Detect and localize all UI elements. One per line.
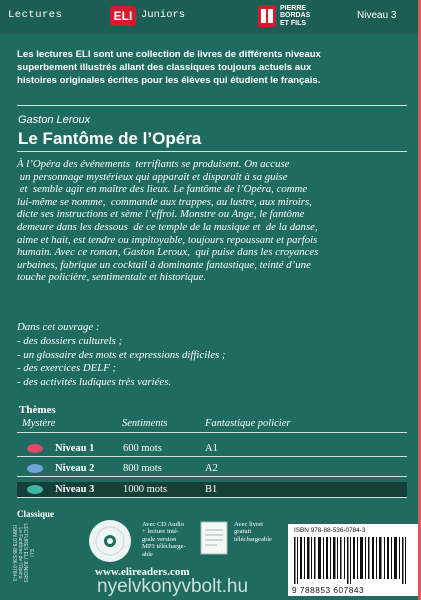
cd-line: grale version	[142, 535, 177, 543]
synopsis-line: un personnage mystérieux qui apparaît et disparaît à sa guise	[17, 170, 288, 183]
watermark: nyelvkonyvbolt.hu	[97, 576, 249, 597]
synopsis-line: humain. Avec ce roman, Gaston Leroux, qui puise dans les croyances	[17, 246, 319, 259]
cd-line: + lecture inté-	[142, 528, 180, 536]
intro-line: histoires originales écrites pour les élèves qui étudient le français.	[17, 75, 321, 86]
series-intro	[17, 48, 407, 87]
contents-heading: Dans cet ouvrage :	[17, 321, 100, 333]
level-indicator: Niveau 3	[357, 10, 397, 21]
level-name: Niveau 1	[55, 443, 95, 454]
synopsis-line: touche policière, sentimentale et historique.	[17, 271, 207, 284]
speech-bubble-icon	[27, 464, 43, 473]
publisher-name	[280, 5, 310, 27]
cd-line: able	[142, 550, 153, 558]
booklet-icon	[200, 521, 228, 555]
spine-line: ELI	[28, 549, 34, 557]
booklet-line: téléchargeable	[234, 535, 272, 543]
themes-heading: Thèmes	[19, 404, 56, 416]
publisher-line: PIERRE	[280, 5, 307, 12]
synopsis-line: aime et hait, est tendre ou impitoyable, toujours repoussant et parfois	[17, 233, 318, 246]
intro-line: Les lectures ELI sont une collection de livres de différents niveaux	[17, 49, 321, 60]
booklet-line: Avec livret	[234, 521, 263, 528]
book-synopsis	[17, 158, 409, 284]
synopsis-line: À l’Opéra des événements terrifiants se produisent. On accuse	[17, 158, 290, 170]
level-name: Niveau 2	[55, 463, 95, 474]
publisher-line: ET FILS	[280, 19, 307, 27]
barcode-icon	[294, 537, 412, 584]
book-contents	[17, 321, 409, 390]
publisher-line: BORDAS	[280, 12, 311, 20]
series-suffix: Juniors	[141, 9, 186, 21]
contents-item: - des activités ludiques très variées.	[17, 376, 172, 389]
series-name: Lectures	[8, 9, 63, 21]
barcode-digits: 9 788853 607843	[292, 585, 365, 595]
barcode-panel	[288, 524, 418, 596]
website-link[interactable]: www.elireaders.com	[95, 566, 190, 578]
contents-item: - des dossiers culturels ;	[17, 334, 123, 347]
cd-icon	[88, 519, 132, 563]
synopsis-line: lui-même se nomme, commande aux trappes, au lustre, aux miroirs,	[17, 195, 312, 208]
spine-line: Le Fantôme de l’Opéra	[16, 527, 23, 579]
level-row	[17, 441, 407, 457]
classique-label: Classique	[17, 509, 55, 519]
divider	[17, 432, 407, 433]
level-row	[17, 461, 407, 477]
speech-bubble-icon	[27, 444, 43, 453]
synopsis-line: urbaines, fabrique un cocktail à dominante fantastique, teinté d’une	[17, 258, 311, 271]
level-cefr: A1	[205, 443, 218, 454]
level-word-count: 600 mots	[123, 443, 162, 454]
level-cefr: B1	[205, 484, 218, 495]
contents-item: - un glossaire des mots et expressions difficiles ;	[17, 348, 226, 361]
cover-header	[0, 0, 421, 34]
booklet-line: gratuit	[234, 528, 252, 536]
cd-line: Avec CD Audio	[142, 521, 184, 528]
isbn-text: ISBN 978-88-536-0784-3	[294, 527, 366, 534]
contents-item: - des exercices DELF ;	[17, 362, 117, 375]
level-row-active	[17, 482, 407, 498]
divider	[17, 105, 407, 106]
publisher-logo-icon	[258, 5, 276, 27]
spine-text	[11, 518, 33, 588]
synopsis-line: et semble agir en maître des lieux. Le fantôme de l’Opéra, comme	[17, 183, 308, 196]
cd-description	[142, 521, 192, 558]
theme-item: Sentiments	[122, 418, 168, 429]
intro-line: superbement illustrés allant des classiques toujours actuels aux	[17, 62, 312, 73]
speech-bubble-icon	[27, 485, 43, 494]
spine-line: ISBN 978-88-536-0784-3	[11, 525, 18, 581]
level-cefr: A2	[205, 463, 218, 474]
level-word-count: 800 mots	[123, 463, 162, 474]
eli-logo-badge: ELI	[110, 6, 136, 26]
theme-item: Mystère	[22, 418, 56, 429]
book-author: Gaston Leroux	[18, 114, 91, 126]
divider	[17, 151, 407, 152]
book-title: Le Fantôme de l’Opéra	[18, 129, 202, 148]
synopsis-line: dicte ses instructions et sème l’effroi. Monstre ou Ange, le fantôme	[17, 208, 305, 221]
level-word-count: 1000 mots	[123, 484, 168, 495]
booklet-description	[234, 521, 282, 543]
synopsis-line: demeure dans les dessous de ce temple de la musique et de la danse,	[17, 220, 318, 233]
theme-item: Fantastique policier	[205, 418, 291, 429]
cd-line: MP3 télécharge-	[142, 543, 186, 551]
level-name: Niveau 3	[55, 484, 95, 495]
spine-line: LECTURES ELI JUNIORS	[22, 523, 29, 583]
